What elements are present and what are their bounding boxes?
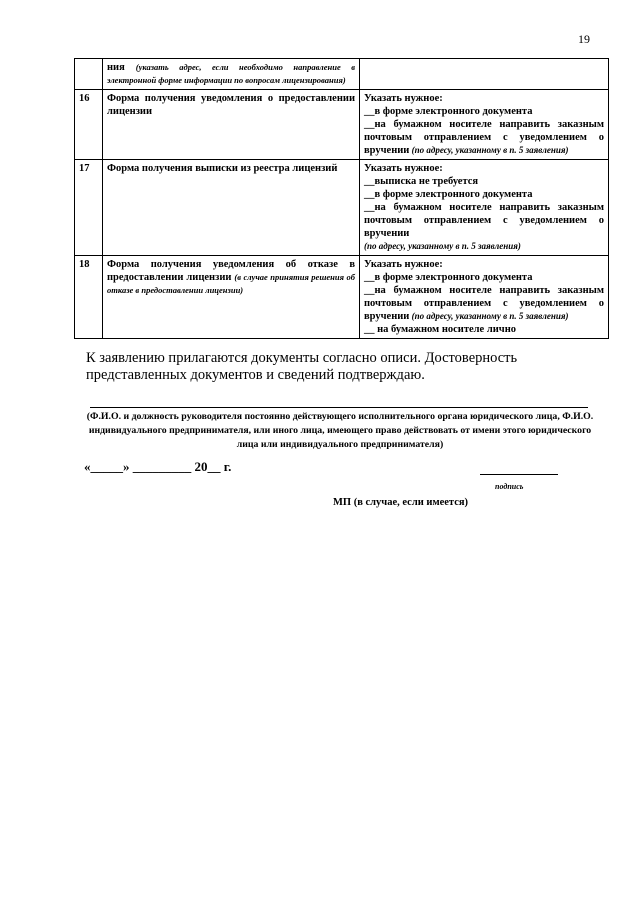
row-number: 16: [75, 90, 103, 160]
option-item[interactable]: __в форме электронного документа: [364, 272, 533, 283]
row-options: [360, 256, 609, 339]
signature-caption: (Ф.И.О. и должность руководителя постоянно действующего исполнительного органа юридического лица, Ф.И.О. индивидуального предпринимателя, или иного лица, имеющего право действовать от имени этого юридического лица или индивидуального предпринимателя): [86, 411, 594, 450]
options-header: Указать нужное:: [364, 93, 443, 104]
row-options: [360, 59, 609, 90]
date-line: «_____» _________ 20__ г.: [84, 459, 232, 474]
row-description-text: ния: [107, 62, 136, 73]
option-note: (по адресу, указанному в п. 5 заявления): [409, 311, 569, 321]
option-note: (по адресу, указанному в п. 5 заявления): [409, 145, 569, 155]
row-description-note: (указать адрес, если необходимо направление в электронной форме информации по вопросам лицензирования): [107, 62, 355, 85]
option-item[interactable]: __выписка не требуется: [364, 176, 479, 187]
row-description: [103, 160, 360, 256]
option-item[interactable]: __ на бумажном носителе лично: [364, 324, 516, 335]
stamp-note: МП (в случае, если имеется): [333, 497, 469, 508]
row-description: [103, 256, 360, 339]
table-row: [75, 90, 609, 160]
signature-name-line: [90, 407, 588, 408]
row-number: 18: [75, 256, 103, 339]
attachment-statement: К заявлению прилагаются документы согласно описи. Достоверность представленных документов и сведений подтверждаю.: [86, 350, 518, 383]
option-note: (по адресу, указанному в п. 5 заявления): [364, 241, 521, 251]
row-options: [360, 160, 609, 256]
option-item[interactable]: __в форме электронного документа: [364, 106, 533, 117]
row-number: 17: [75, 160, 103, 256]
row-description-text: Форма получения уведомления о предоставлении лицензии: [107, 93, 355, 117]
table-row: [75, 59, 609, 90]
row-description: [103, 59, 360, 90]
option-item[interactable]: __на бумажном носителе направить заказным почтовым отправлением с уведомлением о вручении: [364, 285, 604, 322]
table-row: [75, 256, 609, 339]
row-description-note: (в случае принятия решения об отказе в предоставлении лицензии): [107, 272, 355, 295]
signature-line: [480, 474, 558, 475]
option-item[interactable]: __в форме электронного документа: [364, 189, 533, 200]
table-row: [75, 160, 609, 256]
signature-label: подпись: [495, 482, 524, 491]
row-description-text: Форма получения выписки из реестра лицензий: [107, 163, 338, 174]
application-form-table: [74, 58, 609, 339]
option-item[interactable]: __на бумажном носителе направить заказным почтовым отправлением с уведомлением о вручении: [364, 202, 604, 239]
row-description: [103, 90, 360, 160]
options-header: Указать нужное:: [364, 259, 443, 270]
row-description-text: Форма получения уведомления об отказе в предоставлении лицензии: [107, 259, 355, 283]
row-number: [75, 59, 103, 90]
row-options: [360, 90, 609, 160]
options-header: Указать нужное:: [364, 163, 443, 174]
page-number: 19: [578, 32, 590, 46]
option-item[interactable]: __на бумажном носителе направить заказным почтовым отправлением с уведомлением о вручении: [364, 119, 604, 156]
